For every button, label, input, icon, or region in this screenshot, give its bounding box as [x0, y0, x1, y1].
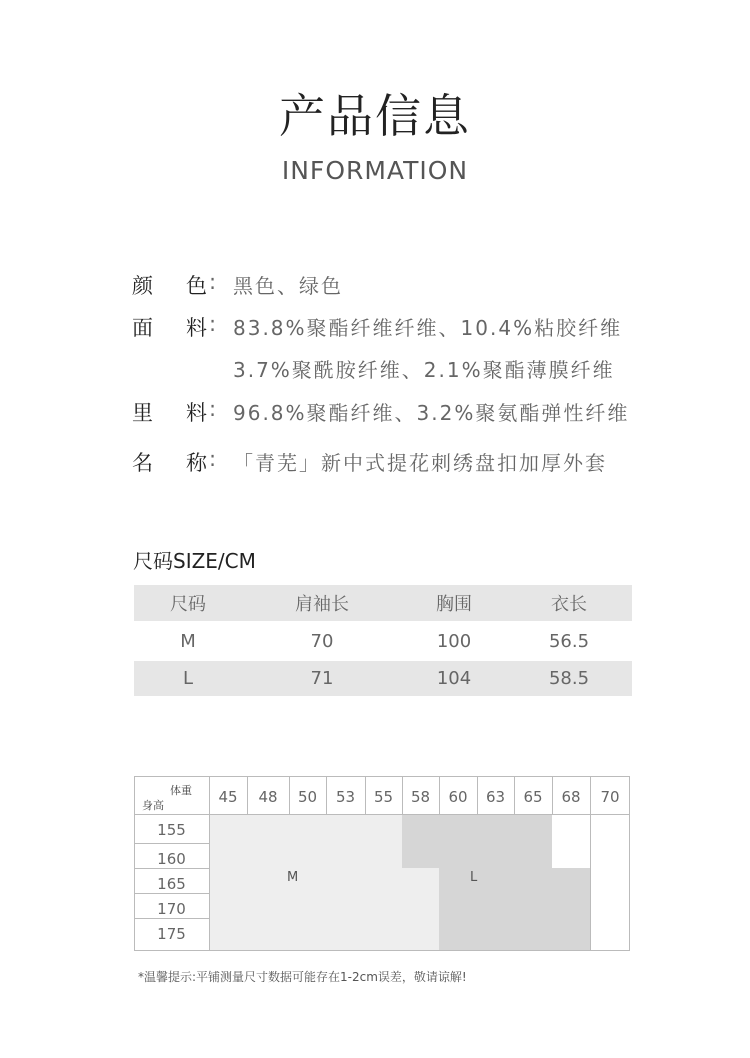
size-header-cell: 衣长 — [551, 594, 587, 615]
weight-header: 68 — [561, 788, 581, 806]
size-section-title: 尺码SIZE/CM — [133, 549, 256, 573]
info-colon: : — [209, 447, 217, 471]
info-colon: : — [209, 312, 217, 336]
size-cell: M — [180, 630, 196, 652]
size-cell: 70 — [310, 630, 334, 652]
height-weight-fit-grid — [134, 776, 630, 951]
size-cell: 71 — [310, 668, 334, 689]
weight-header: 63 — [485, 788, 506, 806]
grid-line — [134, 868, 209, 869]
size-table-header-row — [134, 585, 632, 621]
info-value: 96.8%聚酯纤维、3.2%聚氨酯弹性纤维 — [233, 401, 630, 425]
corner-weight-label: 体重 — [170, 784, 192, 797]
size-header-cell: 胸围 — [436, 594, 472, 615]
grid-line — [134, 843, 209, 844]
size-cell: 104 — [436, 668, 472, 689]
size-cell: 58.5 — [548, 668, 590, 689]
info-value: 3.7%聚酰胺纤维、2.1%聚酯薄膜纤维 — [233, 358, 615, 382]
height-label: 160 — [157, 850, 186, 868]
size-cell: 56.5 — [548, 630, 590, 652]
info-label-char: 色 — [186, 274, 207, 298]
size-header-cell: 尺码 — [170, 594, 206, 615]
height-label: 175 — [157, 925, 186, 943]
info-value: 「青芜」新中式提花刺绣盘扣加厚外套 — [233, 451, 607, 475]
weight-header: 58 — [410, 788, 431, 806]
measurement-note: *温馨提示:平铺测量尺寸数据可能存在1-2cm误差，敬请谅解! — [138, 970, 467, 984]
weight-header: 65 — [523, 788, 543, 806]
corner-height-label: 身高 — [142, 799, 164, 812]
grid-line — [134, 918, 209, 919]
info-label-char: 颜 — [132, 274, 153, 298]
size-m-label: M — [287, 870, 299, 885]
info-value: 黑色、绿色 — [233, 274, 343, 298]
grid-line — [590, 814, 591, 951]
info-label-char: 称 — [186, 451, 207, 475]
size-cell: L — [182, 668, 194, 689]
info-label-char: 料 — [186, 316, 207, 340]
info-label-char: 料 — [186, 401, 207, 425]
size-cell: 100 — [436, 630, 472, 652]
size-table — [134, 585, 632, 696]
page-subtitle: INFORMATION — [281, 156, 469, 185]
info-label-char: 面 — [132, 316, 153, 340]
weight-header: 45 — [218, 788, 238, 806]
height-label: 165 — [157, 875, 186, 893]
page-title: 产品信息 — [279, 89, 471, 143]
weight-header: 48 — [258, 788, 278, 806]
info-value: 83.8%聚酯纤维纤维、10.4%粘胶纤维 — [233, 316, 623, 340]
weight-header: 70 — [600, 788, 620, 806]
table-row — [134, 621, 632, 661]
weight-header: 53 — [335, 788, 356, 806]
height-label: 155 — [157, 821, 186, 839]
info-colon: : — [209, 397, 217, 421]
size-l-label: L — [470, 870, 478, 885]
weight-header: 55 — [373, 788, 394, 806]
height-label: 170 — [157, 900, 186, 918]
weight-header: 60 — [448, 788, 468, 806]
weight-header: 50 — [297, 788, 318, 806]
grid-line — [134, 893, 209, 894]
size-header-cell: 肩袖长 — [295, 594, 349, 615]
info-label-char: 里 — [132, 401, 153, 425]
info-label-char: 名 — [132, 451, 153, 475]
table-row — [134, 661, 632, 696]
info-colon: : — [209, 270, 217, 294]
